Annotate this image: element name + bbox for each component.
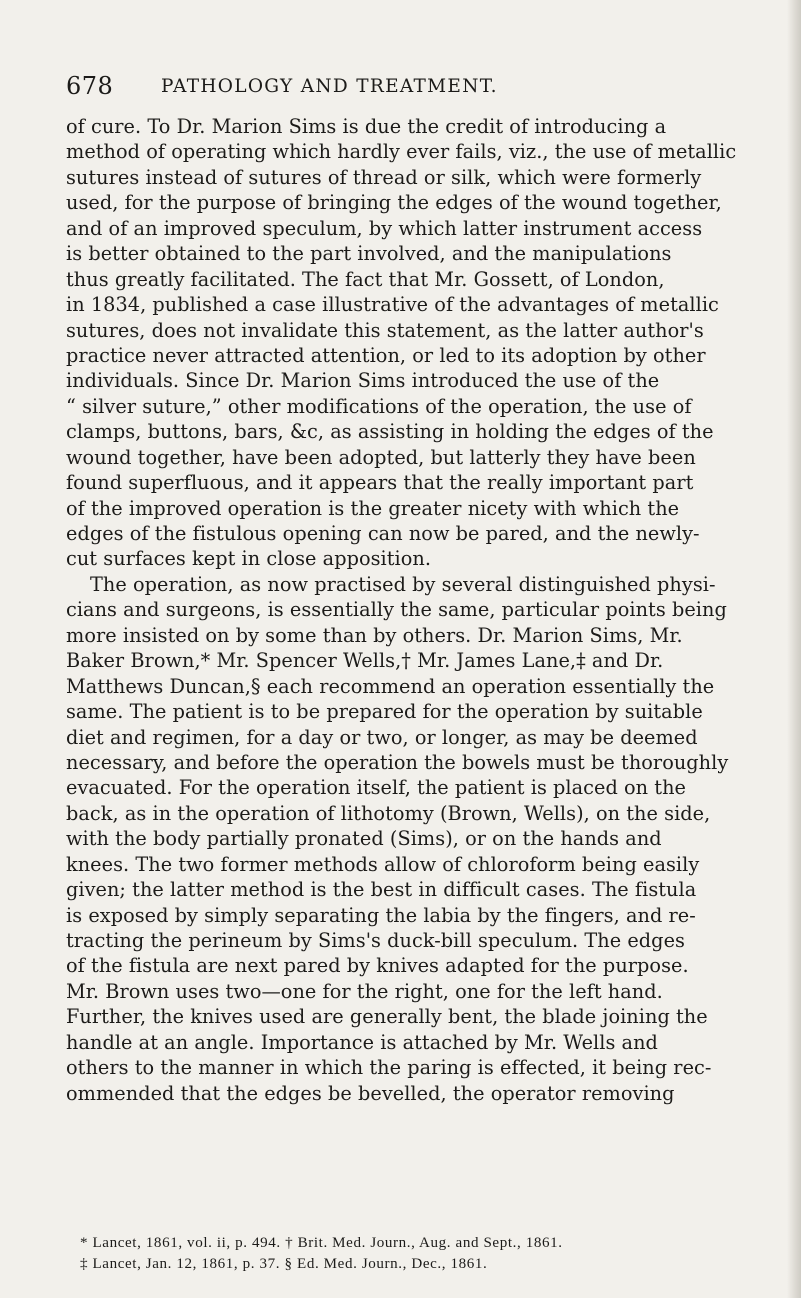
text-line: individuals. Since Dr. Marion Sims introduced the use of the (66, 369, 660, 393)
text-line: tracting the perineum by Sims's duck-bill speculum. The edges (66, 929, 685, 952)
text-line: practice never attracted attention, or led to its adoption by other (66, 343, 706, 367)
text-line: in 1834, published a case illustrative of the advantages of metallic (66, 293, 719, 317)
text-line: Baker Brown,* Mr. Spencer Wells,† Mr. James Lane,‡ and Dr. (66, 649, 664, 673)
text-line: with the body partially pronated (Sims), or on the hands and (66, 827, 662, 851)
text-line: more insisted on by some than by others. Dr. Marion Sims, Mr. (66, 623, 683, 647)
text-line: edges of the fistulous opening can now be pared, and the newly- (66, 522, 700, 545)
text-line: handle at an angle. Importance is attached by Mr. Wells and (66, 1030, 658, 1054)
text-line: “ silver suture,” other modifications of the operation, the use of (66, 394, 692, 418)
text-line: of cure. To Dr. Marion Sims is due the credit of introducing a (66, 115, 667, 138)
text-line: ommended that the edges be bevelled, the operator removing (66, 1081, 675, 1105)
body-text (66, 114, 801, 1106)
page-header (66, 72, 706, 102)
text-line: The operation, as now practised by several distinguished physi- (90, 572, 716, 596)
text-line: found superfluous, and it appears that the really important part (66, 471, 694, 495)
text-line: and of an improved speculum, by which latter instrument access (66, 216, 703, 240)
text-line: wound together, have been adopted, but latterly they have been (66, 445, 696, 469)
text-line: sutures, does not invalidate this statement, as the latter author's (66, 318, 704, 342)
text-line: same. The patient is to be prepared for the operation by suitable (66, 700, 703, 724)
footnote-line: * Lancet, 1861, vol. ii, p. 494. † Brit. Med. Journ., Aug. and Sept., 1861. (80, 1235, 563, 1251)
text-line: others to the manner in which the paring is effected, it being rec- (66, 1056, 712, 1080)
text-line: necessary, and before the operation the bowels must be thoroughly (66, 750, 729, 774)
text-line: of the fistula are next pared by knives adapted for the purpose. (66, 954, 689, 978)
text-line: sutures instead of sutures of thread or silk, which were formerly (66, 165, 702, 189)
text-line: Matthews Duncan,§ each recommend an operation essentially the (66, 674, 715, 698)
footnote-line: ‡ Lancet, Jan. 12, 1861, p. 37. § Ed. Med. Journ., Dec., 1861. (80, 1256, 488, 1272)
text-line: diet and regimen, for a day or two, or longer, as may be deemed (66, 725, 698, 749)
text-line: Further, the knives used are generally bent, the blade joining the (66, 1005, 708, 1029)
text-line: given; the latter method is the best in difficult cases. The fistula (66, 878, 697, 902)
page-number: 678 (66, 72, 114, 100)
text-line: cians and surgeons, is essentially the same, particular points being (66, 598, 727, 622)
text-line: knees. The two former methods allow of chloroform being easily (66, 852, 700, 876)
text-line: thus greatly facilitated. The fact that Mr. Gossett, of London, (66, 267, 665, 291)
text-line: Mr. Brown uses two—one for the right, one for the left hand. (66, 979, 663, 1003)
text-line: used, for the purpose of bringing the edges of the wound together, (66, 191, 722, 215)
text-line: clamps, buttons, bars, &c, as assisting in holding the edges of the (66, 420, 714, 444)
text-line: evacuated. For the operation itself, the patient is placed on the (66, 776, 687, 800)
text-line: method of operating which hardly ever fails, viz., the use of metallic (66, 140, 737, 164)
text-line: is better obtained to the part involved, and the manipulations (66, 242, 672, 266)
running-head: PATHOLOGY AND TREATMENT. (161, 76, 498, 97)
text-line: back, as in the operation of lithotomy (Brown, Wells), on the side, (66, 801, 711, 825)
text-line: cut surfaces kept in close apposition. (66, 547, 432, 571)
footnotes (80, 1233, 800, 1275)
text-line: is exposed by simply separating the labia by the fingers, and re- (66, 903, 696, 927)
text-line: of the improved operation is the greater nicety with which the (66, 496, 680, 520)
